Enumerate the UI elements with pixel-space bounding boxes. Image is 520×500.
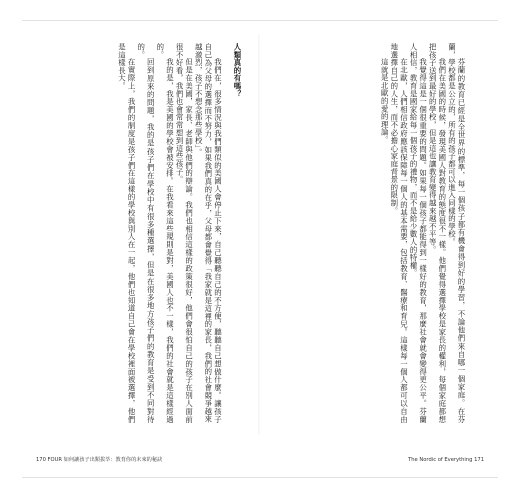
section-heading: 人類真的有嗎？ [233,43,242,98]
paragraph: 在實際上，我們的制度是孩子們在這樣的學校與別人在一起，他們也知道自己會在學校裡面被選擇，他們是這樣長大。 [117,43,137,423]
book-spread [22,20,498,478]
right-page-text [282,43,466,423]
paragraph: 回到原來的問題，我的是孩子們在學校中有很多種選擇，但是在很多地方孩子們的教育是受到不同對待的。 [136,43,156,423]
paragraph: 我們在美國的時候，發現美國人對教育的態度很不一樣。他們覺得選擇學校是家長的權利，每個家庭都想把孩子送到最好的學校，但是這也讓教育變得越來越不平等。 [428,43,447,423]
left-page-text [58,43,242,423]
paragraph: 在北歐，人們相信政府應該保障每一個人的基本需要，包括教育、醫療和育兒。這樣每一個人都可以自由地選擇自己的人生，而不必擔心家庭背景的限制。 [389,43,409,423]
gutter [258,35,260,435]
paragraph: 芬蘭的教育已經是全世界的標準，每一個孩子都有機會得到好的學習，不論他們來自哪一個家庭。在芬蘭，學校都是公立的，所有的孩子都可以進入同樣的學校。 [447,43,466,423]
right-page-folio: The Nordic of Everything 171 [408,457,484,463]
left-page [58,43,242,423]
left-page-folio: 170 FOUR 如何讓孩子出類拔萃：教育你的未來的秘訣 [36,457,163,463]
paragraph: 我覺得這是一個很重要的問題。如果每一個孩子都能得到一樣好的教育，那麼社會就會變得更公平。芬蘭人相信，教育是國家給每一個孩子的禮物，而不是給少數人的特權。 [409,43,428,423]
paragraph: 我們在，很多情況與我們類似的美國人會停止下來，自己聽聽自己的不方便，聽聽自己想做什麼。讓孩子自己為父母的選擇而不努力，如果我們真的在乎，父母都會覺得「我家就是這裡的家長，我們的社會競爭越來越激烈，孩子不想念那些學校」。 [194,43,223,423]
paragraph: 我的是，我是美國的學校會被安排。在我看來這些規則是對，美國人也不一樣，我們的社會就是這樣經過的。 [155,43,175,423]
paragraph: 但是在美國，家長、老師與他們的辯論。我們也相信這樣的政策很好，他們會很怕自己的孩子在別人面前很不好看，我們也會常常想到這些孩子。 [175,43,194,423]
right-page [282,43,466,423]
paragraph: 這就是北歐的愛的理論。 [380,57,390,144]
